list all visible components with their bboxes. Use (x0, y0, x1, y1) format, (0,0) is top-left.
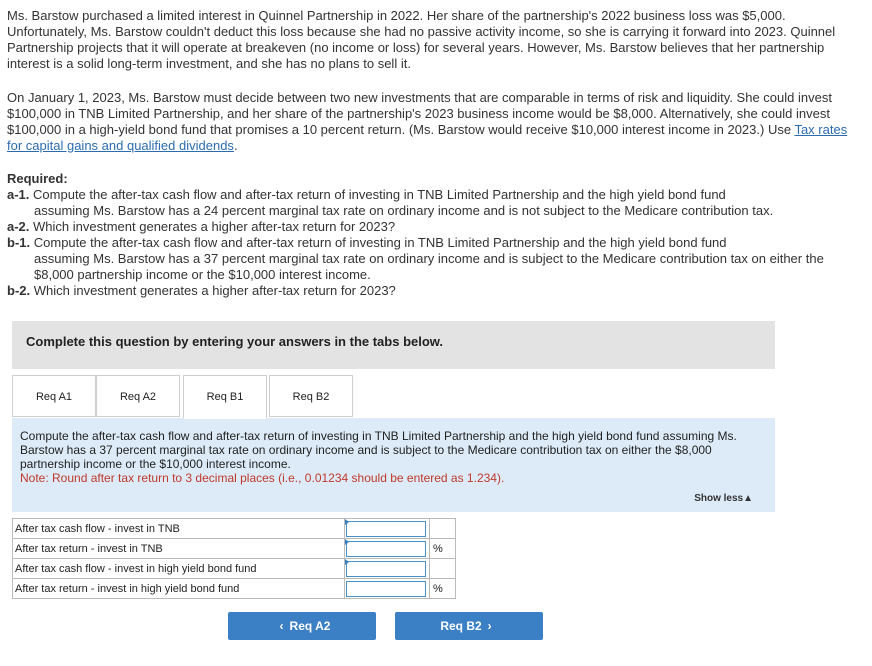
input-marker-icon (345, 559, 349, 565)
required-heading: Required: (7, 171, 68, 186)
row-unit (430, 519, 456, 539)
instructions-banner (12, 321, 775, 369)
required-section (7, 171, 857, 299)
chevron-right-icon: › (487, 619, 492, 633)
next-button-label: Req B2 (440, 619, 482, 633)
input-marker-icon (345, 519, 349, 525)
next-req-b2-button[interactable] (395, 612, 543, 640)
table-row (13, 579, 456, 599)
tab-req-b1[interactable]: Req B1 (183, 375, 267, 419)
answer-table (12, 518, 456, 599)
required-item-a1-cont: assuming Ms. Barstow has a 24 percent marginal tax rate on ordinary income and is not subject to the Medicare contribution tax. (34, 203, 774, 218)
required-item-b1-cont: assuming Ms. Barstow has a 37 percent marginal tax rate on ordinary income and is subject to the Medicare contribution tax on either the $8,000 partnership income or the $10,000 interest income. (34, 251, 824, 282)
row-unit: % (430, 579, 456, 599)
intro-paragraph-2-end: . (233, 138, 238, 153)
show-less-toggle[interactable]: Show less▲ (694, 493, 753, 504)
required-item-b2: b-2. Which investment generates a higher after-tax return for 2023? (7, 283, 396, 298)
tab-req-b2[interactable]: Req B2 (269, 375, 353, 417)
input-marker-icon (345, 539, 349, 545)
required-item-a2: a-2. Which investment generates a higher after-tax return for 2023? (7, 219, 396, 234)
row-label: After tax cash flow - invest in TNB (13, 519, 345, 539)
tab-panel (12, 418, 775, 512)
panel-instruction: Compute the after-tax cash flow and after-tax return of investing in TNB Limited Partnership and the high yield bond fund assuming Ms. Barstow has a 37 percent marginal tax rate on ordinary income and is subject to the Medicare contribution tax on either the $8,000 partnership income or the $10,000 interest income. Note: Round after tax return to 3 decimal places (i.e., 0.01234 should be entered as 1.234). (20, 429, 737, 485)
prev-req-a2-button[interactable] (228, 612, 376, 640)
row-unit (430, 559, 456, 579)
bond-cash-flow-input[interactable] (346, 561, 426, 577)
tnb-cash-flow-input[interactable] (346, 521, 426, 537)
tax-rates-link[interactable]: Tax rates for capital gains and qualified dividends (7, 122, 848, 153)
bond-return-input[interactable] (346, 581, 426, 597)
table-row (13, 539, 456, 559)
required-item-a1: a-1. Compute the after-tax cash flow and after-tax return of investing in TNB Limited Partnership and the high yield bond fund (7, 187, 726, 202)
prev-button-label: Req A2 (289, 619, 331, 633)
intro-paragraph-2 (7, 90, 857, 154)
chevron-left-icon: ‹ (279, 619, 284, 633)
tab-req-a2[interactable]: Req A2 (96, 375, 180, 417)
table-row (13, 559, 456, 579)
intro-paragraph-2-text: On January 1, 2023, Ms. Barstow must decide between two new investments that are comparable in terms of risk and liquidity. She could invest $100,000 in TNB Limited Partnership, and her share of the partnership's 2023 business income would be $8,000. Alternatively, she could invest $100,000 in a high-yield bond fund that promises a 10 percent return. (Ms. Barstow would receive $10,000 interest income in 2023.) Use (7, 90, 832, 137)
row-label: After tax cash flow - invest in high yield bond fund (13, 559, 345, 579)
intro-paragraph-1: Ms. Barstow purchased a limited interest in Quinnel Partnership in 2022. Her share of the partnership's 2022 business loss was $5,000. Unfortunately, Ms. Barstow couldn't deduct this loss because she had no passive activity income, so she is carrying it forward into 2023. Quinnel Partnership projects that it will operate at breakeven (no income or loss) for several years. However, Ms. Barstow believes that her partnership interest is a solid long-term investment, and she has no plans to sell it. (7, 8, 836, 71)
row-label: After tax return - invest in TNB (13, 539, 345, 559)
banner-text: Complete this question by entering your answers in the tabs below. (26, 334, 444, 349)
tnb-return-input[interactable] (346, 541, 426, 557)
row-label: After tax return - invest in high yield bond fund (13, 579, 345, 599)
required-item-b1: b-1. Compute the after-tax cash flow and after-tax return of investing in TNB Limited Partnership and the high yield bond fund (7, 235, 727, 250)
rounding-note: Note: Round after tax return to 3 decimal places (i.e., 0.01234 should be entered as 1.234). (20, 471, 505, 485)
table-row (13, 519, 456, 539)
tab-req-a1[interactable]: Req A1 (12, 375, 96, 417)
row-unit: % (430, 539, 456, 559)
